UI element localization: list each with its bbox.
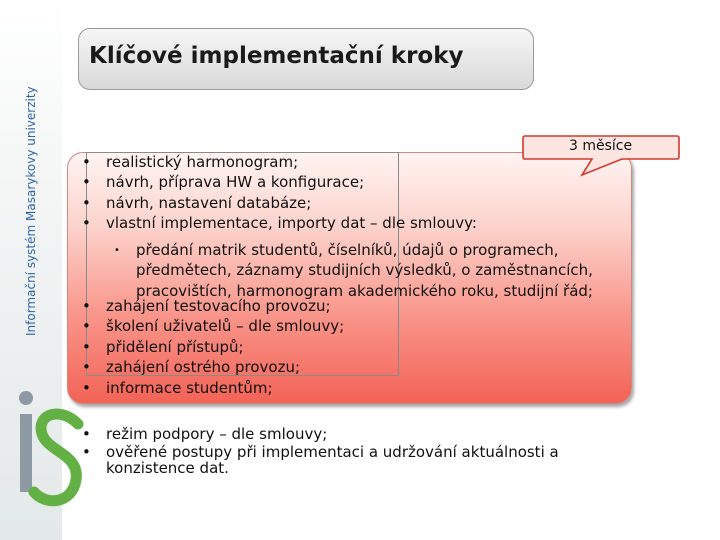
bullet-list-support xyxy=(78,426,638,476)
list-item xyxy=(78,193,638,213)
sidebar-label: Informační systém Masarykovy univerzity xyxy=(24,86,38,336)
list-item-text: ověřené postupy při implementaci a udržování aktuálnosti a konzistence dat. xyxy=(106,443,559,477)
list-item-text: školení uživatelů – dle smlouvy; xyxy=(106,317,345,336)
page-title: Klíčové implementační kroky xyxy=(89,43,464,69)
list-item xyxy=(78,444,638,476)
bullet: • xyxy=(82,317,91,336)
callout-text: 3 měsíce xyxy=(569,138,633,154)
sidebar xyxy=(0,0,62,540)
title-box xyxy=(78,28,534,90)
list-item-text: vlastní implementace, importy dat – dle smlouvy: xyxy=(106,214,477,233)
list-item-text: režim podpory – dle smlouvy; xyxy=(106,425,328,443)
list-item-text: návrh, příprava HW a konfigurace; xyxy=(106,173,365,192)
bullet-list-rollout xyxy=(78,296,638,398)
sub-list-item xyxy=(106,240,636,301)
list-item xyxy=(78,296,638,316)
bullet-list-sub xyxy=(106,240,636,301)
bullet: • xyxy=(82,173,91,192)
bullet: • xyxy=(82,297,91,315)
bullet: • xyxy=(82,153,91,171)
list-item xyxy=(78,426,638,442)
list-item xyxy=(78,172,638,192)
bullet: • xyxy=(82,358,91,377)
list-item xyxy=(78,357,638,377)
bullet: • xyxy=(82,337,91,356)
bullet: • xyxy=(82,378,91,397)
list-item xyxy=(78,316,638,336)
list-item xyxy=(78,152,638,172)
list-item-text: realistický harmonogram; xyxy=(106,153,299,171)
list-item-text: přidělení přístupů; xyxy=(106,337,244,356)
sub-list-item-text: předání matrik studentů, číselníků, údajů o programech, předmětech, záznamy studijních výsledků, o zaměstnancích, pracovištích, harmonogram akademického roku, studijní řád; xyxy=(136,241,593,300)
list-item-text: zahájení testovacího provozu; xyxy=(106,297,331,315)
list-item xyxy=(78,213,638,233)
list-item xyxy=(78,378,638,398)
list-item-text: zahájení ostrého provozu; xyxy=(106,358,301,377)
bullet-list-main xyxy=(78,152,638,234)
bullet: • xyxy=(82,193,91,212)
bullet: • xyxy=(82,443,91,461)
list-item-text: informace studentům; xyxy=(106,378,273,397)
bullet: • xyxy=(114,245,120,256)
bullet: • xyxy=(82,425,91,443)
list-item-text: návrh, nastavení databáze; xyxy=(106,193,312,212)
list-item xyxy=(78,337,638,357)
bullet: • xyxy=(82,214,91,233)
